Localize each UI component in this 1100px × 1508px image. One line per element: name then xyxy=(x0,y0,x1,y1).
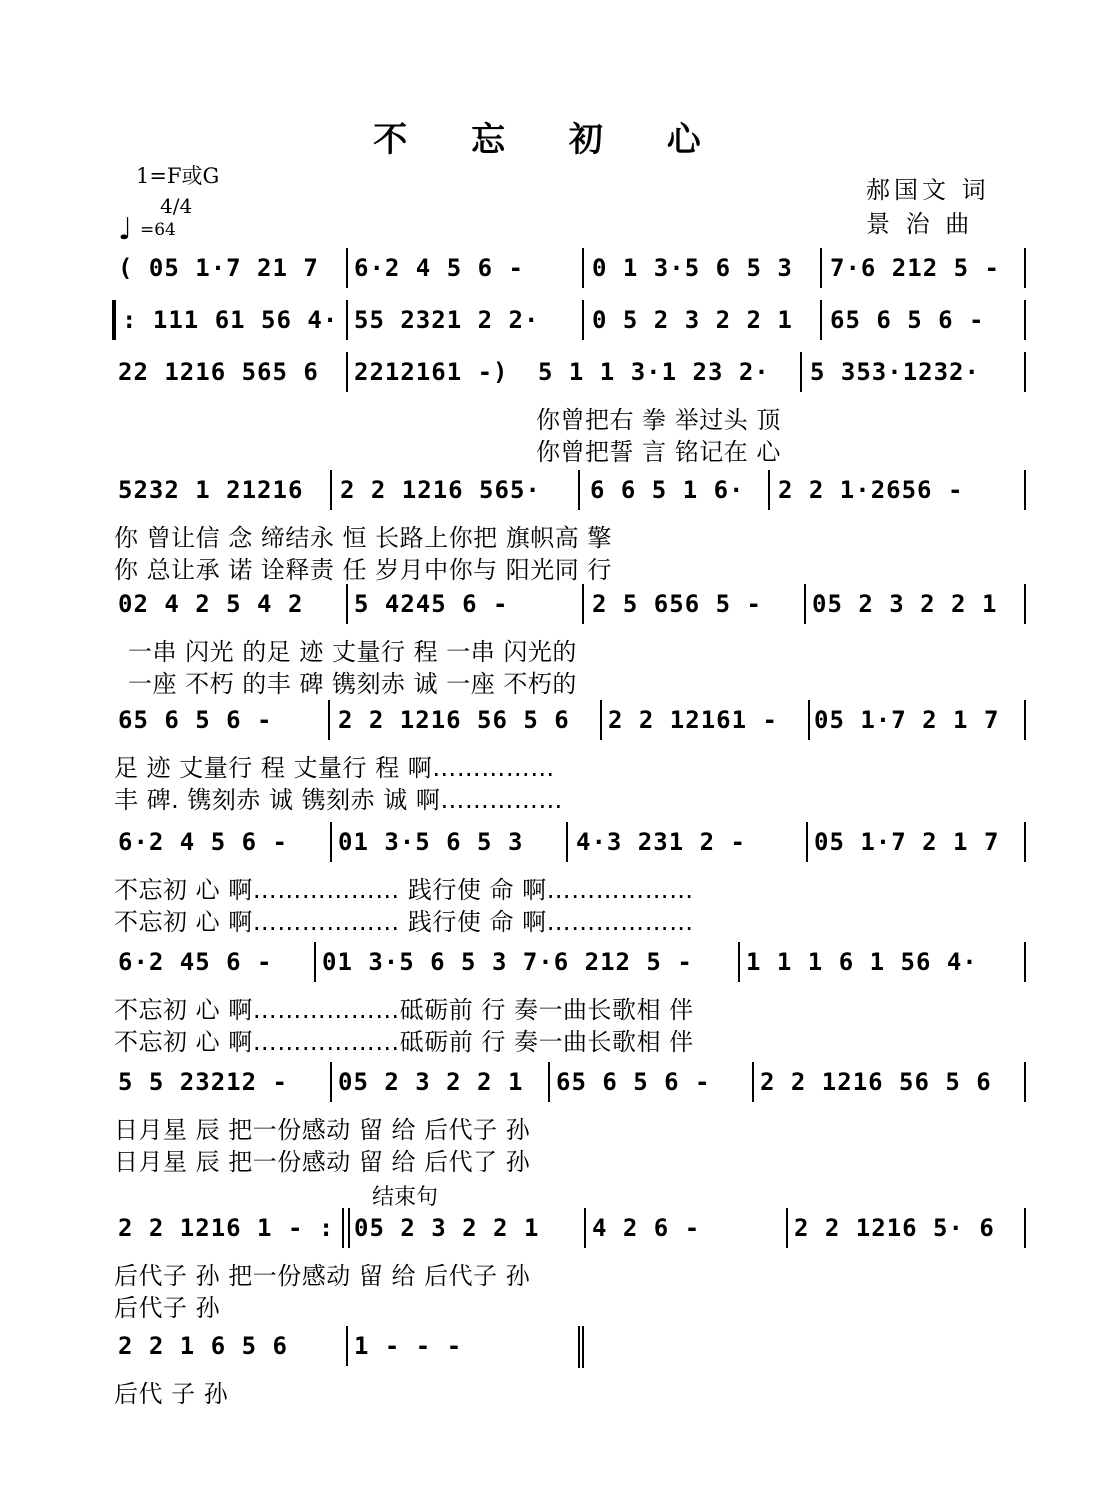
barline xyxy=(346,300,348,340)
lyric-verse-1: 你曾把右 拳 举过头 顶 xyxy=(536,406,781,434)
measure: 2 2 1216 1 - : xyxy=(118,1214,335,1242)
staff-line xyxy=(0,1060,1100,1104)
lyric-row xyxy=(0,518,1100,552)
measure: 02 4 2 5 4 2 xyxy=(118,590,304,618)
staff-line xyxy=(0,468,1100,512)
barline xyxy=(786,1208,788,1248)
measure: : 111 61 56 4· xyxy=(122,306,339,334)
measure: 2 2 1216 56 5 6 xyxy=(760,1068,992,1096)
measure: 0 5 2 3 2 2 1 xyxy=(592,306,793,334)
measure: 65 6 5 6 - xyxy=(830,306,985,334)
staff-line xyxy=(0,1206,1100,1250)
lyric-row xyxy=(0,1374,1100,1408)
barline xyxy=(330,822,332,862)
barline xyxy=(584,1208,586,1248)
measure: 2 2 1216 56 5 6 xyxy=(338,706,570,734)
staff-line xyxy=(0,1324,1100,1368)
barline xyxy=(820,248,822,288)
lyric-verse-2: 你曾把誓 言 铭记在 心 xyxy=(536,438,781,466)
staff-line xyxy=(0,298,1100,342)
lyric-row xyxy=(0,432,1100,466)
barline xyxy=(1024,700,1026,740)
barline xyxy=(346,584,348,624)
barline xyxy=(1024,1208,1026,1248)
measure: 4·3 231 2 - xyxy=(576,828,746,856)
final-barline xyxy=(578,1326,580,1368)
measure: 6·2 45 6 - xyxy=(118,948,273,976)
measure: 05 1·7 2 1 7 xyxy=(814,706,1000,734)
lyric-verse-1: 不忘初 心 啊………………砥砺前 行 奏一曲长歌相 伴 xyxy=(114,996,694,1024)
lyric-row xyxy=(0,1288,1100,1322)
lyric-row xyxy=(0,1110,1100,1144)
staff-line xyxy=(0,246,1100,290)
lyric-row xyxy=(0,780,1100,814)
lyric-verse-2: 不忘初 心 啊………………砥砺前 行 奏一曲长歌相 伴 xyxy=(114,1028,694,1056)
lyric-verse-1: 日月星 辰 把一份感动 留 给 后代子 孙 xyxy=(114,1116,531,1144)
measure: 5 5 23212 - xyxy=(118,1068,288,1096)
barline xyxy=(1024,352,1026,392)
lyric-verse-1: 后代 子 孙 xyxy=(114,1380,229,1408)
barline xyxy=(752,1062,754,1102)
lyric-row xyxy=(0,632,1100,666)
lyric-row xyxy=(0,1256,1100,1290)
lyric-verse-1: 足 迹 丈量行 程 丈量行 程 啊…………… xyxy=(114,754,555,782)
lyric-verse-2: 不忘初 心 啊……………… 践行使 命 啊……………… xyxy=(114,908,694,936)
measure: 4 2 6 - xyxy=(592,1214,701,1242)
measure: 5 4245 6 - xyxy=(354,590,509,618)
measure: 6·2 4 5 6 - xyxy=(354,254,524,282)
measure: 5 1 1 3·1 23 2· xyxy=(538,358,770,386)
measure: 6·2 4 5 6 - xyxy=(118,828,288,856)
lyric-row xyxy=(0,748,1100,782)
barline xyxy=(328,700,330,740)
barline xyxy=(330,1062,332,1102)
measure: 01 3·5 6 5 3 xyxy=(338,828,524,856)
measure: 2 2 1·2656 - xyxy=(778,476,964,504)
staff-line xyxy=(0,698,1100,742)
barline xyxy=(582,248,584,288)
staff-line xyxy=(0,582,1100,626)
measure: 55 2321 2 2· xyxy=(354,306,540,334)
final-barline xyxy=(582,1326,584,1368)
repeat-start-barline xyxy=(112,300,116,340)
barline xyxy=(346,248,348,288)
measure: 05 2 3 2 2 1 xyxy=(812,590,998,618)
lyric-row xyxy=(0,664,1100,698)
measure: 5 353·1232· xyxy=(810,358,980,386)
barline xyxy=(1024,300,1026,340)
barline xyxy=(1024,1062,1026,1102)
lyric-verse-1: 后代子 孙 把一份感动 留 给 后代子 孙 xyxy=(114,1262,531,1290)
lyric-row xyxy=(0,902,1100,936)
staff-line xyxy=(0,350,1100,394)
measure: 22 1216 565 6 xyxy=(118,358,319,386)
time-signature: 4/4 xyxy=(160,194,193,218)
lyric-row xyxy=(0,990,1100,1024)
barline xyxy=(346,352,348,392)
measure: 5232 1 21216 xyxy=(118,476,304,504)
barline xyxy=(578,470,580,510)
measure: 6 6 5 1 6· xyxy=(590,476,745,504)
lyricist-credit: 郝国文 词 xyxy=(866,176,990,204)
measure: 2212161 -) xyxy=(354,358,509,386)
barline xyxy=(804,584,806,624)
measure: 65 6 5 6 - xyxy=(118,706,273,734)
lyric-row xyxy=(0,550,1100,584)
measure: 2 2 1216 565· xyxy=(340,476,541,504)
lyric-verse-2: 丰 碑. 镌刻赤 诚 镌刻赤 诚 啊…………… xyxy=(114,786,563,814)
measure: 65 6 5 6 - xyxy=(556,1068,711,1096)
song-title: 不 忘 初 心 xyxy=(373,120,727,160)
repeat-end-barline xyxy=(342,1208,344,1248)
barline xyxy=(330,470,332,510)
barline xyxy=(738,942,740,982)
measure: 0 1 3·5 6 5 3 xyxy=(592,254,793,282)
lyric-row xyxy=(0,1022,1100,1056)
barline xyxy=(806,822,808,862)
barline xyxy=(582,300,584,340)
barline xyxy=(820,300,822,340)
lyric-verse-1: 一串 闪光 的足 迹 丈量行 程 一串 闪光的 xyxy=(128,638,577,666)
barline xyxy=(808,700,810,740)
lyric-row xyxy=(0,400,1100,434)
measure: 2 2 1216 5· 6 xyxy=(794,1214,995,1242)
barline xyxy=(800,352,802,392)
barline xyxy=(1024,248,1026,288)
measure: 05 1·7 2 1 7 xyxy=(814,828,1000,856)
lyric-verse-1: 不忘初 心 啊……………… 践行使 命 啊……………… xyxy=(114,876,694,904)
composer-credit: 景 治 曲 xyxy=(866,210,974,238)
measure: 7·6 212 5 - xyxy=(830,254,1000,282)
key-signature: 1=F或G xyxy=(136,164,220,188)
barline xyxy=(1024,584,1026,624)
measure: 1 - - - xyxy=(354,1332,463,1360)
lyric-verse-2: 你 总让承 诺 诠释责 任 岁月中你与 阳光同 行 xyxy=(114,556,612,584)
measure: 05 2 3 2 2 1 xyxy=(338,1068,524,1096)
barline xyxy=(346,1326,348,1366)
barline xyxy=(548,1062,550,1102)
lyric-row xyxy=(0,1142,1100,1176)
staff-line xyxy=(0,820,1100,864)
measure: 2 2 12161 - xyxy=(608,706,778,734)
lyric-verse-2: 日月星 辰 把一份感动 留 给 后代了 孙 xyxy=(114,1148,531,1176)
ending-label: 结束句 xyxy=(372,1185,439,1210)
barline xyxy=(1024,822,1026,862)
quarter-note-icon: ♩ xyxy=(118,212,133,247)
barline xyxy=(600,700,602,740)
measure: ( 05 1·7 21 7 xyxy=(118,254,319,282)
barline xyxy=(582,584,584,624)
barline xyxy=(1024,470,1026,510)
measure: 2 2 1 6 5 6 xyxy=(118,1332,288,1360)
measure: 1 1 1 6 1 56 4· xyxy=(746,948,978,976)
staff-line xyxy=(0,940,1100,984)
lyric-row xyxy=(0,870,1100,904)
tempo-marking: =64 xyxy=(140,220,176,240)
barline xyxy=(314,942,316,982)
measure: 05 2 3 2 2 1 xyxy=(354,1214,540,1242)
barline xyxy=(768,470,770,510)
barline xyxy=(566,822,568,862)
lyric-verse-1: 你 曾让信 念 缔结永 恒 长路上你把 旗帜高 擎 xyxy=(114,524,612,552)
measure: 01 3·5 6 5 3 7·6 212 5 - xyxy=(322,948,693,976)
lyric-verse-2: 一座 不朽 的丰 碑 镌刻赤 诚 一座 不朽的 xyxy=(128,670,577,698)
lyric-verse-2: 后代子 孙 xyxy=(114,1294,221,1322)
measure: 2 5 656 5 - xyxy=(592,590,762,618)
barline xyxy=(1024,942,1026,982)
